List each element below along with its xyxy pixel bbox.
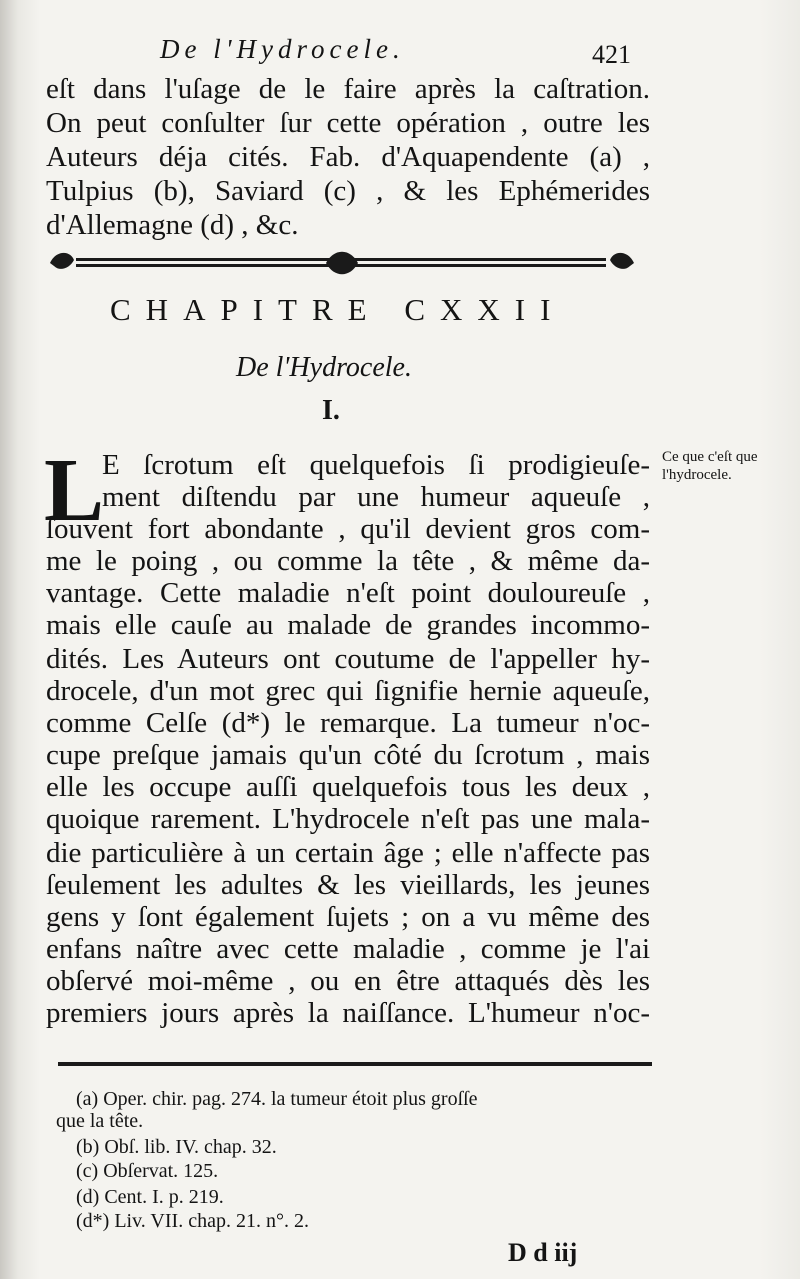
text-line: quoique rarement. L'hydrocele n'eſt pas une mala- [46,803,650,835]
margin-note: Ce que c'eſt que l'hydrocele. [662,449,758,483]
text-line: On peut conſulter ſur cette opération , outre les [46,107,650,139]
text-line: Tulpius (b), Saviard (c) , & les Ephémerides [46,175,650,207]
footnote: (b) Obſ. lib. IV. chap. 32. [76,1136,277,1158]
text-line: obſervé moi-même , ou en être attaqués dès les [46,965,650,997]
text-line: E ſcrotum eſt quelquefois ſi prodigieuſe- [102,449,650,481]
text-line: elle les occupe auſſi quelquefois tous les deux , [46,771,650,803]
text-line: drocele, d'un mot grec qui ſignifie hernie aqueuſe, [46,675,650,707]
section-number: I. [322,395,340,426]
signature-mark: D d iij [508,1238,578,1267]
footnote: (a) Oper. chir. pag. 274. la tumeur étoit plus groſſe [76,1088,478,1110]
text-line: ſeulement les adultes & les vieillards, les jeunes [46,869,650,901]
text-line: premiers jours après la naiſſance. L'humeur n'oc- [46,997,650,1029]
text-line: ment diſtendu par une humeur aqueuſe , [102,481,650,513]
chapter-subtitle: De l'Hydrocele. [236,352,412,383]
chapter-title: CHAPITRE CXXII [110,292,566,327]
text-line: ſouvent fort abondante , qu'il devient gros com- [46,513,650,545]
text-line: Auteurs déja cités. Fab. d'Aquapendente (a) , [46,141,650,173]
text-line: enfans naître avec cette maladie , comme je l'ai [46,933,650,965]
text-line: dités. Les Auteurs ont coutume de l'appeller hy- [46,643,650,675]
ornament-rule [46,248,638,278]
footnote: (c) Obſervat. 125. [76,1160,219,1182]
drop-cap: L [44,441,105,540]
text-line: gens y ſont également ſujets ; on a vu même des [46,901,650,933]
page-number: 421 [592,40,631,69]
footnote: que la tête. [56,1110,144,1132]
text-line: me le poing , ou comme la tête , & même da- [46,545,650,577]
footnote-rule [58,1062,652,1066]
text-line: die particulière à un certain âge ; elle n'affecte pas [46,837,650,869]
text-line: vantage. Cette maladie n'eſt point douloureuſe , [46,577,650,609]
text-line: comme Celſe (d*) le remarque. La tumeur n'oc- [46,707,650,739]
footnote: (d*) Liv. VII. chap. 21. n°. 2. [76,1210,309,1232]
footnote: (d) Cent. I. p. 219. [76,1186,224,1208]
text-line: mais elle cauſe au malade de grandes incommo- [46,609,650,641]
text-line: cupe preſque jamais qu'un côté du ſcrotum , mais [46,739,650,771]
text-line: eſt dans l'uſage de le faire après la caſtration. [46,73,650,105]
text-line: d'Allemagne (d) , &c. [46,209,299,241]
running-title: De l'Hydrocele. [160,34,405,64]
